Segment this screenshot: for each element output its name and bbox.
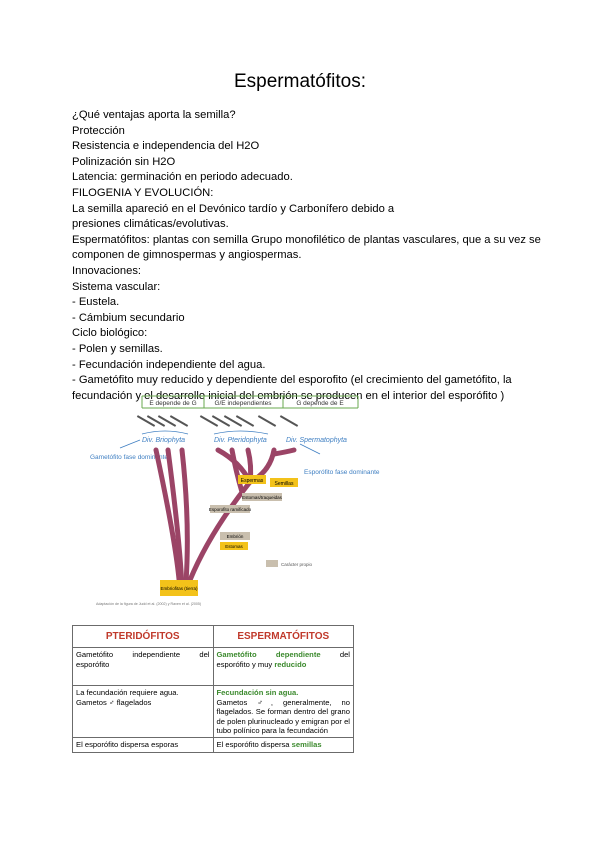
character-label: Embrión	[226, 534, 244, 539]
table-cell	[73, 686, 214, 738]
table-cell: Gametófito independiente del esporófito	[73, 648, 214, 686]
table-row	[73, 648, 354, 686]
division-label: Div. Pteridophyta	[214, 437, 267, 444]
text-line: - Polen y semillas.	[72, 342, 163, 355]
right-note	[300, 444, 380, 476]
cell-emphasis: Fecundación sin agua.	[216, 688, 299, 698]
table-cell	[213, 686, 354, 738]
branch	[274, 450, 294, 454]
text-line: - Gametófito muy reducido y dependiente del esporofito (el crecimiento del gametófito, la fecundación y el desarrollo inicial del embrión se producen en el interior del esporófito )	[72, 374, 512, 402]
text-line: - Fecundación independiente del agua.	[72, 358, 266, 371]
bracket	[142, 431, 188, 434]
text-line: La semilla apareció en el Devónico tardío y Carbonífero debido a presiones climáticas/evolutivas.	[72, 202, 395, 231]
character-label: Espermas	[240, 478, 264, 484]
cell-emphasis: Gametófito dependiente	[216, 650, 321, 660]
character-label: Esporofito ramificado	[208, 507, 252, 512]
table-cell	[213, 738, 354, 752]
table-row	[73, 738, 354, 752]
body-text	[72, 108, 542, 404]
character-label: Estomas	[225, 544, 243, 549]
text-line: Protección	[72, 124, 125, 137]
text-line: Polinización sin H2O	[72, 155, 176, 168]
table-header: PTERIDÓFITOS	[73, 626, 214, 648]
esporofito-note: Esporófito fase dominante	[304, 469, 380, 476]
character-label: Estomas/traqueidas	[242, 495, 282, 500]
tree-branches	[156, 450, 294, 592]
text-line: Innovaciones:	[72, 264, 142, 277]
character-label: Semillas	[274, 481, 294, 487]
text-line: Espermatófitos: plantas con semilla Grupo monofilético de plantas vasculares, que a su vez se componen de gimnospermas y angiospermas.	[72, 233, 541, 262]
cell-text: del esporófito y muy	[216, 650, 350, 669]
text-line: ¿Qué ventajas aporta la semilla?	[72, 109, 236, 121]
header-label: G depende de E	[296, 400, 344, 407]
cell-emphasis: semillas	[291, 740, 322, 750]
text-line: - Eustela.	[72, 296, 120, 309]
cell-text: Gametos ♂, generalmente, no flagelados. Se forman dentro del grano de polen plurinucleado y emigran por el tubo polínico para la fecundación	[216, 697, 350, 736]
table-cell	[213, 648, 354, 686]
diagram-caption: Adaptación de la figura de Judd et al. (2002) y Raven et al. (2005)	[96, 602, 202, 606]
comparison-table	[72, 625, 354, 753]
text-line: FILOGENIA Y EVOLUCIÓN:	[72, 186, 214, 199]
text-line: Sistema vascular:	[72, 280, 161, 293]
character-label: Embriofitas (tierra)	[160, 586, 198, 591]
table-header: ESPERMATÓFITOS	[213, 626, 354, 648]
text-line: Ciclo biológico:	[72, 327, 148, 340]
text-line: Resistencia e independencia del H2O	[72, 140, 260, 153]
cell-text: La fecundación requiere agua.	[76, 688, 179, 698]
table-cell: El esporófito dispersa esporas	[73, 738, 214, 752]
cell-text: El esporófito dispersa	[216, 740, 292, 750]
division-label: Div. Spermatophyta	[286, 437, 347, 444]
branch	[190, 450, 250, 580]
table-row	[73, 686, 354, 738]
page-title: Espermatófitos:	[234, 71, 366, 92]
header-label: G/E independientes	[214, 400, 272, 407]
gametofito-note: Gametófito fase dominante	[90, 454, 169, 461]
text-line: Latencia: germinación en periodo adecuado.	[72, 171, 293, 184]
phylogeny-diagram	[90, 392, 380, 612]
cell-text: Gametos ♂ flagelados	[76, 697, 152, 707]
taxon-labels	[137, 415, 298, 427]
cell-emphasis: reducido	[274, 659, 307, 669]
legend-label: Carácter propio	[281, 562, 313, 567]
division-label: Div. Briophyta	[142, 437, 186, 444]
legend-swatch	[266, 560, 278, 567]
text-line: - Cámbium secundario	[72, 311, 185, 324]
header-label: E depende de G	[149, 400, 197, 407]
bracket	[214, 431, 268, 434]
